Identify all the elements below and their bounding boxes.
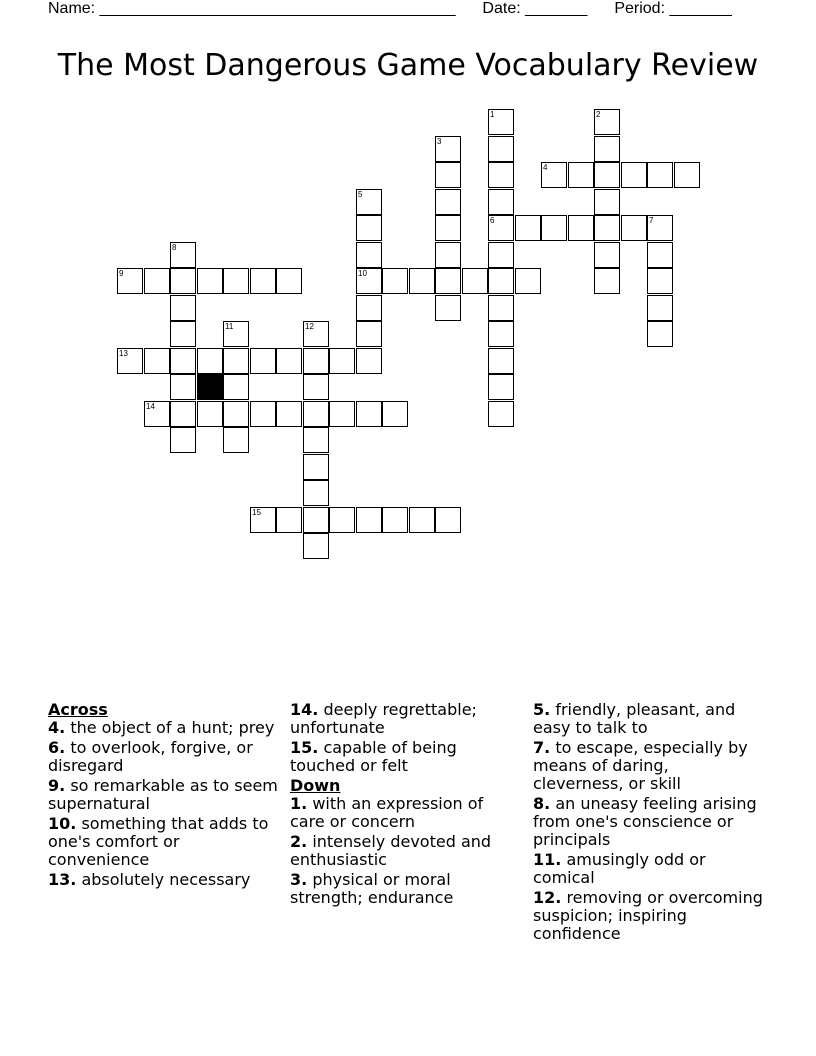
crossword-cell[interactable] — [488, 348, 514, 374]
crossword-cell[interactable] — [515, 215, 541, 241]
crossword-cell[interactable] — [170, 321, 196, 347]
crossword-cell[interactable] — [303, 507, 329, 533]
clue-number: 11 — [225, 322, 234, 331]
clue-down-8: 8. an uneasy feeling arising from one's conscience or principals — [533, 794, 757, 849]
crossword-cell[interactable] — [303, 374, 329, 400]
crossword-cell[interactable] — [647, 162, 673, 188]
crossword-cell[interactable] — [488, 268, 514, 294]
crossword-cell[interactable] — [594, 215, 620, 241]
clue-number: 15 — [252, 508, 261, 517]
date-blank[interactable]: _______ — [525, 0, 588, 17]
crossword-cell[interactable] — [223, 268, 249, 294]
clue-number: 4 — [543, 163, 548, 172]
crossword-cell[interactable] — [435, 189, 461, 215]
crossword-cell[interactable] — [488, 136, 514, 162]
crossword-cell[interactable] — [488, 295, 514, 321]
crossword-cell[interactable] — [144, 348, 170, 374]
crossword-cell[interactable] — [568, 215, 594, 241]
blocked-cell — [197, 374, 223, 400]
clue-across-6: 6. to overlook, forgive, or disregard — [48, 738, 253, 775]
crossword-cell[interactable] — [117, 268, 143, 294]
clue-across-9: 9. so remarkable as to seem supernatural — [48, 776, 278, 813]
clue-number: 5 — [358, 190, 363, 199]
crossword-cell[interactable] — [356, 401, 382, 427]
clue-number: 12 — [305, 322, 314, 331]
crossword-cell[interactable] — [382, 401, 408, 427]
crossword-cell[interactable] — [356, 215, 382, 241]
crossword-cell[interactable] — [435, 136, 461, 162]
clue-number: 9 — [119, 269, 124, 278]
crossword-cell[interactable] — [144, 268, 170, 294]
crossword-cell[interactable] — [435, 507, 461, 533]
period-label: Period: — [614, 0, 666, 17]
clue-number: 3 — [437, 137, 442, 146]
crossword-cell[interactable] — [462, 268, 488, 294]
crossword-cell[interactable] — [223, 348, 249, 374]
crossword-cell[interactable] — [303, 480, 329, 506]
crossword-cell[interactable] — [647, 295, 673, 321]
clue-across-13: 13. absolutely necessary — [48, 870, 251, 889]
crossword-cell[interactable] — [674, 162, 700, 188]
crossword-cell[interactable] — [435, 242, 461, 268]
crossword-cell[interactable] — [488, 162, 514, 188]
crossword-cell[interactable] — [488, 189, 514, 215]
crossword-cell[interactable] — [594, 162, 620, 188]
crossword-cell[interactable] — [356, 348, 382, 374]
crossword-cell[interactable] — [647, 321, 673, 347]
clues-column-2 — [290, 701, 520, 909]
crossword-cell[interactable] — [382, 507, 408, 533]
clues-column-3 — [533, 701, 763, 945]
crossword-cell[interactable] — [515, 268, 541, 294]
crossword-cell[interactable] — [594, 242, 620, 268]
clue-number: 1 — [490, 110, 495, 119]
crossword-cell[interactable] — [435, 162, 461, 188]
crossword-cell[interactable] — [223, 374, 249, 400]
crossword-cell[interactable] — [170, 427, 196, 453]
crossword-cell[interactable] — [250, 401, 276, 427]
crossword-cell[interactable] — [356, 321, 382, 347]
crossword-cell[interactable] — [144, 401, 170, 427]
clue-across-14: 14. deeply regrettable; unfortunate — [290, 700, 477, 737]
clue-number: 10 — [358, 269, 367, 278]
crossword-cell[interactable] — [621, 162, 647, 188]
crossword-cell[interactable] — [303, 533, 329, 559]
crossword-cell[interactable] — [170, 268, 196, 294]
clue-down-12: 12. removing or overcoming suspicion; inspiring confidence — [533, 888, 763, 943]
crossword-cell[interactable] — [488, 109, 514, 135]
clue-number: 6 — [490, 216, 495, 225]
clue-down-2: 2. intensely devoted and enthusiastic — [290, 832, 492, 869]
down-heading: Down — [290, 776, 341, 795]
crossword-cell[interactable] — [170, 401, 196, 427]
crossword-cell[interactable] — [594, 268, 620, 294]
crossword-cell[interactable] — [197, 348, 223, 374]
crossword-cell[interactable] — [488, 401, 514, 427]
crossword-cell[interactable] — [170, 295, 196, 321]
crossword-cell[interactable] — [435, 215, 461, 241]
crossword-cell[interactable] — [303, 348, 329, 374]
crossword-cell[interactable] — [594, 189, 620, 215]
clue-down-1: 1. with an expression of care or concern — [290, 794, 484, 831]
crossword-cell[interactable] — [303, 427, 329, 453]
crossword-cell[interactable] — [382, 268, 408, 294]
clue-number: 8 — [172, 243, 177, 252]
crossword-cell[interactable] — [568, 162, 594, 188]
crossword-cell[interactable] — [594, 109, 620, 135]
crossword-cell[interactable] — [117, 348, 143, 374]
clue-down-3: 3. physical or moral strength; endurance — [290, 870, 454, 907]
clue-down-7: 7. to escape, especially by means of daring, cleverness, or skill — [533, 738, 748, 793]
crossword-cell[interactable] — [541, 215, 567, 241]
crossword-cell[interactable] — [276, 401, 302, 427]
crossword-cell[interactable] — [276, 268, 302, 294]
clue-across-15: 15. capable of being touched or felt — [290, 738, 457, 775]
crossword-cell[interactable] — [647, 215, 673, 241]
crossword-cell[interactable] — [488, 374, 514, 400]
name-label: Name: — [48, 0, 96, 17]
crossword-cell[interactable] — [170, 348, 196, 374]
clue-across-4: 4. the object of a hunt; prey — [48, 718, 275, 737]
crossword-cell[interactable] — [356, 295, 382, 321]
clue-down-5: 5. friendly, pleasant, and easy to talk to — [533, 700, 736, 737]
crossword-cell[interactable] — [223, 427, 249, 453]
crossword-cell[interactable] — [356, 507, 382, 533]
clues-column-1 — [48, 701, 278, 891]
crossword-cell[interactable] — [170, 374, 196, 400]
crossword-cell[interactable] — [541, 162, 567, 188]
page-title: The Most Dangerous Game Vocabulary Review — [57, 48, 759, 83]
across-heading: Across — [48, 700, 108, 719]
crossword-cell[interactable] — [409, 268, 435, 294]
clue-number: 13 — [119, 349, 128, 358]
crossword-cell[interactable] — [621, 215, 647, 241]
crossword-cell[interactable] — [435, 295, 461, 321]
crossword-cell[interactable] — [223, 321, 249, 347]
crossword-cell[interactable] — [329, 401, 355, 427]
crossword-cell[interactable] — [488, 215, 514, 241]
period-blank[interactable]: _______ — [669, 0, 732, 17]
crossword-cell[interactable] — [488, 242, 514, 268]
crossword-cell[interactable] — [356, 268, 382, 294]
crossword-cell[interactable] — [170, 242, 196, 268]
clue-number: 7 — [649, 216, 654, 225]
crossword-cell[interactable] — [409, 507, 435, 533]
date-label: Date: — [482, 0, 521, 17]
crossword-cell[interactable] — [276, 507, 302, 533]
clue-number: 2 — [596, 110, 601, 119]
crossword-cell[interactable] — [435, 268, 461, 294]
clue-across-10: 10. something that adds to one's comfort or convenience — [48, 814, 269, 869]
clue-down-11: 11. amusingly odd or comical — [533, 850, 706, 887]
crossword-cell[interactable] — [223, 401, 249, 427]
crossword-cell[interactable] — [250, 268, 276, 294]
clue-number: 14 — [146, 402, 155, 411]
crossword-cell[interactable] — [488, 321, 514, 347]
crossword-cell[interactable] — [197, 401, 223, 427]
crossword-cell[interactable] — [594, 136, 620, 162]
crossword-cell[interactable] — [250, 507, 276, 533]
crossword-cell[interactable] — [303, 321, 329, 347]
crossword-cell[interactable] — [647, 242, 673, 268]
crossword-cell[interactable] — [197, 268, 223, 294]
crossword-cell[interactable] — [356, 189, 382, 215]
crossword-cell[interactable] — [276, 348, 302, 374]
crossword-cell[interactable] — [329, 507, 355, 533]
name-blank[interactable]: ________________________________________ — [99, 0, 456, 17]
crossword-cell[interactable] — [647, 268, 673, 294]
crossword-cell[interactable] — [250, 348, 276, 374]
crossword-cell[interactable] — [303, 401, 329, 427]
crossword-cell[interactable] — [356, 242, 382, 268]
crossword-cell[interactable] — [329, 348, 355, 374]
crossword-cell[interactable] — [303, 454, 329, 480]
